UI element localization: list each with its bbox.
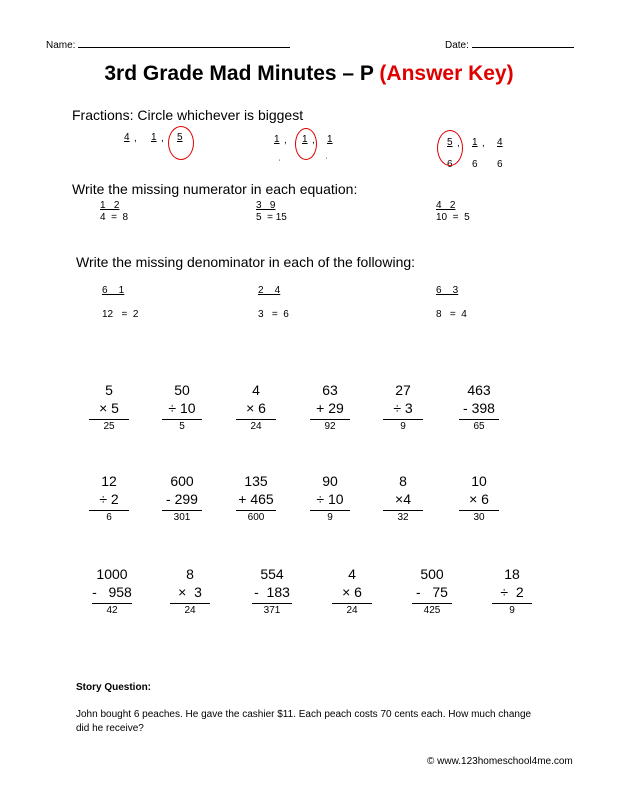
title-answer-key: (Answer Key): [379, 62, 514, 85]
date-field: [445, 38, 574, 51]
answer-value: 371: [263, 605, 281, 616]
operand-bottom: + 465: [238, 491, 274, 507]
answer-value: 24: [346, 605, 358, 616]
fraction: $\frac{1}{6}$: [472, 137, 478, 170]
story-heading: Story Question:: [76, 682, 152, 693]
denominator-heading: Write the missing denominator in each of the following:: [76, 254, 416, 270]
operand-top: 500: [420, 566, 444, 582]
date-label: Date:: [445, 40, 469, 51]
operand-top: 27: [395, 382, 411, 398]
operand-bottom: ÷ 2: [500, 584, 524, 600]
answer-value: 425: [423, 605, 441, 616]
arithmetic-problem: [147, 472, 217, 525]
operand-top: 4: [252, 382, 260, 398]
operand-top: 10: [471, 473, 487, 489]
answer-value: 9: [400, 421, 406, 432]
answer-value: 25: [103, 421, 115, 432]
equation-top: 6 1: [102, 285, 125, 296]
name-blank: [78, 38, 290, 48]
fraction: 5: [177, 132, 183, 143]
operand-top: 8: [186, 566, 194, 582]
operand-bottom: × 6: [246, 400, 266, 416]
answer-circle: [437, 130, 463, 166]
operand-top: 1000: [96, 566, 128, 582]
fractions-heading: Fractions: Circle whichever is biggest: [72, 107, 304, 123]
answer-value: 6: [106, 512, 112, 523]
arithmetic-problem: [397, 565, 467, 618]
operand-top: 8: [399, 473, 407, 489]
arithmetic-problem: [237, 565, 307, 618]
equation-top: 1 2: [100, 200, 120, 211]
fraction: 1: [302, 134, 308, 145]
arithmetic-problem: [477, 565, 547, 618]
arithmetic-problem: [155, 565, 225, 618]
arithmetic-problem: [368, 381, 438, 434]
fraction: 4: [124, 132, 130, 143]
operand-top: 600: [170, 473, 194, 489]
answer-circle: [168, 126, 194, 160]
equation-bottom: 10 = 5: [436, 212, 470, 223]
equation-bottom: 12 = 2: [102, 309, 139, 320]
answer-value: 301: [173, 512, 191, 523]
arithmetic-problem: [77, 565, 147, 618]
arithmetic-problem: [368, 472, 438, 525]
operand-bottom: ÷ 3: [393, 400, 413, 416]
footer-copyright: © www.123homeschool4me.com: [427, 756, 573, 767]
answer-value: 42: [106, 605, 118, 616]
equation-bottom: 4 = 8: [100, 212, 129, 223]
fraction: $\frac{5}{6}$: [447, 137, 453, 170]
answer-value: 9: [327, 512, 333, 523]
arithmetic-problem: [444, 381, 514, 434]
operand-bottom: ÷ 10: [316, 491, 344, 507]
operand-top: 63: [322, 382, 338, 398]
equation-bottom: 5 = 15: [256, 212, 287, 223]
operand-bottom: × 5: [99, 400, 119, 416]
operand-bottom: - 398: [463, 400, 495, 416]
operand-top: 135: [244, 473, 268, 489]
equation-top: 4 2: [436, 200, 456, 211]
title-main: 3rd Grade Mad Minutes – P: [104, 62, 374, 85]
fraction: 1: [327, 134, 333, 145]
operand-bottom: × 6: [342, 584, 362, 600]
equation-top: 3 9: [256, 200, 276, 211]
equation-top: 2 4: [258, 285, 281, 296]
date-blank: [472, 38, 574, 48]
name-field: [46, 38, 290, 51]
arithmetic-problem: [74, 381, 144, 434]
answer-value: 5: [179, 421, 185, 432]
answer-value: 32: [397, 512, 409, 523]
operand-top: 4: [348, 566, 356, 582]
operand-top: 463: [467, 382, 491, 398]
answer-value: 92: [324, 421, 336, 432]
answer-value: 9: [509, 605, 515, 616]
name-label: Name:: [46, 40, 76, 51]
arithmetic-problem: [74, 472, 144, 525]
equation-top: 6 3: [436, 285, 459, 296]
operand-top: 90: [322, 473, 338, 489]
fraction: 1: [274, 134, 280, 145]
operand-bottom: × 6: [469, 491, 489, 507]
arithmetic-problem: [317, 565, 387, 618]
arithmetic-problem: [295, 381, 365, 434]
arithmetic-problem: [221, 472, 291, 525]
answer-value: 65: [473, 421, 485, 432]
arithmetic-problem: [295, 472, 365, 525]
operand-bottom: ×4: [395, 491, 411, 507]
story-text: John bought 6 peaches. He gave the cashier $11. Each peach costs 70 cents each. How much change did he receive?: [76, 709, 532, 734]
fraction: 1: [151, 132, 157, 143]
answer-value: 24: [184, 605, 196, 616]
operand-bottom: ÷ 10: [168, 400, 196, 416]
arithmetic-problem: [147, 381, 217, 434]
operand-top: 50: [174, 382, 190, 398]
numerator-heading: Write the missing numerator in each equation:: [72, 181, 358, 197]
operand-bottom: × 3: [178, 584, 202, 600]
operand-bottom: + 29: [316, 400, 344, 416]
equation-bottom: 8 = 4: [436, 309, 467, 320]
arithmetic-problem: [221, 381, 291, 434]
operand-top: 18: [504, 566, 520, 582]
answer-circle: [295, 128, 317, 160]
operand-top: 554: [260, 566, 284, 582]
operand-bottom: - 75: [416, 584, 448, 600]
page-title: [0, 62, 618, 86]
answer-value: 30: [473, 512, 485, 523]
operand-bottom: ÷ 2: [99, 491, 119, 507]
operand-bottom: - 958: [92, 584, 132, 600]
fraction: $\frac{4}{6}$: [497, 137, 503, 170]
answer-value: 24: [250, 421, 262, 432]
equation-bottom: 3 = 6: [258, 309, 289, 320]
operand-top: 12: [101, 473, 117, 489]
operand-bottom: - 299: [166, 491, 198, 507]
answer-value: 600: [247, 512, 265, 523]
arithmetic-problem: [444, 472, 514, 525]
operand-top: 5: [105, 382, 113, 398]
operand-bottom: - 183: [254, 584, 290, 600]
